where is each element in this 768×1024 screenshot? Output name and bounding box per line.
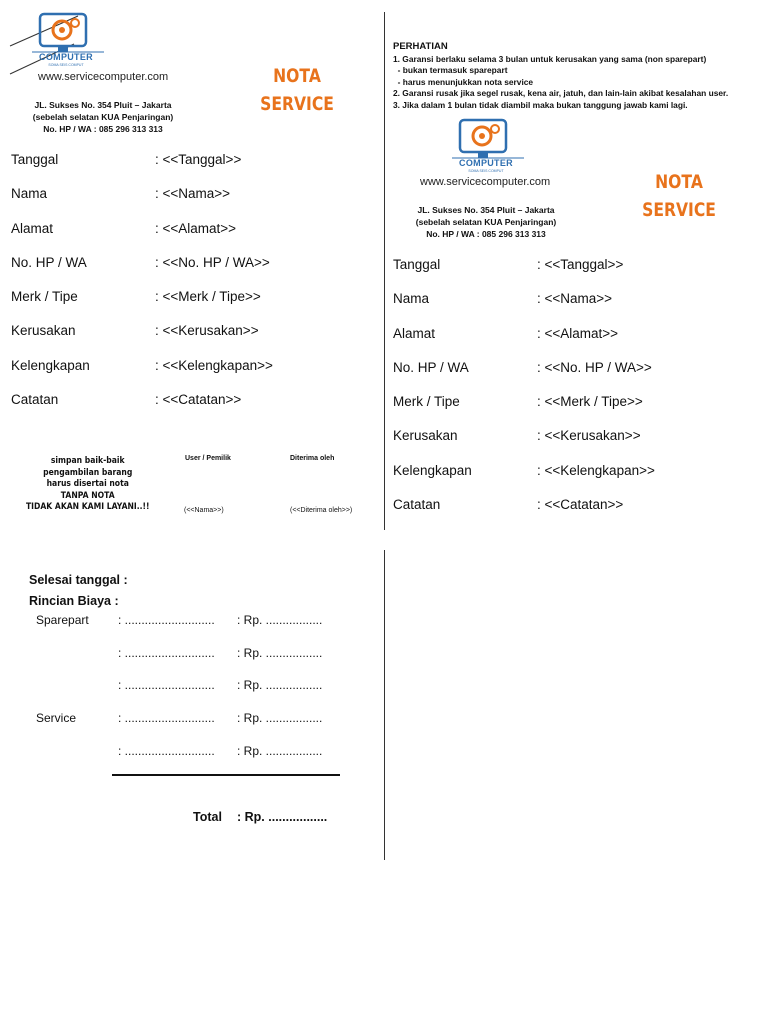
address-line: JL. Sukses No. 354 Pluit – Jakarta	[34, 100, 172, 110]
finish-date-label: Selesai tanggal :	[29, 573, 128, 587]
logo-tagline: SOMA SEIS COMPUT	[48, 63, 84, 67]
notice-title: PERHATIAN	[393, 41, 448, 52]
warning-line: pengambilan barang	[43, 467, 133, 478]
field-row-catatan	[393, 497, 763, 531]
field-label: Alamat	[393, 325, 436, 341]
title-line-1: NOTA	[273, 65, 321, 87]
cost-desc: : ...........................	[118, 646, 215, 660]
total-value: : Rp. .................	[237, 810, 328, 824]
notice-line: - harus menunjukkan nota service	[393, 76, 534, 87]
field-value: : <<Alamat>>	[155, 220, 237, 236]
address-line: (sebelah selatan KUA Penjaringan)	[415, 217, 557, 227]
total-label: Total	[193, 810, 222, 824]
field-row-nama	[11, 186, 371, 220]
warranty-notice	[393, 41, 763, 111]
warning-line: TANPA NOTA	[60, 490, 115, 501]
address-line: (sebelah selatan KUA Penjaringan)	[32, 112, 174, 122]
total-divider	[112, 774, 340, 776]
cost-desc: : ...........................	[118, 711, 215, 725]
field-label: No. HP / WA	[393, 359, 469, 375]
field-row-kerusakan	[11, 323, 371, 357]
field-row-hp	[393, 360, 763, 394]
cost-price: : Rp. .................	[237, 646, 323, 660]
address-line: JL. Sukses No. 354 Pluit – Jakarta	[417, 205, 555, 215]
field-value: : <<Catatan>>	[155, 392, 242, 408]
notice-line: 1. Garansi berlaku selama 3 bulan untuk kerusakan yang sama (non sparepart)	[393, 53, 707, 64]
company-logo	[448, 118, 528, 176]
warning-line: simpan baik-baik	[50, 456, 125, 466]
field-label: Kerusakan	[393, 428, 458, 444]
field-label: Catatan	[11, 392, 59, 408]
field-label: Kerusakan	[11, 323, 76, 339]
field-label: Merk / Tipe	[11, 289, 78, 305]
phone-line: No. HP / WA : 085 296 313 313	[43, 124, 163, 134]
field-label: Kelengkapan	[11, 357, 90, 373]
field-value: : <<No. HP / WA>>	[537, 359, 652, 375]
field-label: Alamat	[11, 220, 54, 236]
cost-detail-label: Rincian Biaya :	[29, 594, 119, 608]
field-row-nama	[393, 291, 763, 325]
owner-signature-value: (<<Nama>>)	[184, 507, 224, 514]
divider-bottom	[384, 550, 385, 860]
field-label: Catatan	[393, 497, 441, 513]
field-value: : <<Kelengkapan>>	[155, 357, 273, 373]
field-value: : <<Tanggal>>	[537, 257, 624, 272]
field-label: Nama	[393, 291, 430, 307]
field-row-hp	[11, 255, 371, 289]
nota-service-title	[638, 168, 720, 224]
field-label: Tanggal	[11, 152, 59, 167]
title-line-2: SERVICE	[260, 93, 334, 115]
notice-line: 2. Garansi rusak jika segel rusak, kena air, jatuh, dan lain-lain akibat kesalahan user.	[393, 88, 729, 98]
field-row-alamat	[11, 221, 371, 255]
warning-line: harus disertai nota	[46, 479, 129, 489]
address-block	[386, 204, 586, 240]
title-line-1: NOTA	[655, 171, 703, 193]
field-row-merk	[393, 394, 763, 428]
field-label: Kelengkapan	[393, 462, 472, 478]
cost-desc: : ...........................	[118, 613, 215, 627]
receiver-signature-value: (<<Diterima oleh>>)	[290, 507, 353, 514]
field-value: : <<Merk / Tipe>>	[155, 289, 261, 305]
cost-price: : Rp. .................	[237, 613, 323, 627]
field-row-kelengkapan	[11, 358, 371, 392]
cost-price: : Rp. .................	[237, 711, 323, 725]
cost-desc: : ...........................	[118, 744, 215, 758]
field-row-kerusakan	[393, 428, 763, 462]
title-line-2: SERVICE	[642, 199, 716, 221]
warning-note	[24, 456, 152, 514]
nota-service-title	[256, 62, 338, 118]
field-label: Merk / Tipe	[393, 394, 460, 410]
field-row-kelengkapan	[393, 463, 763, 497]
cost-price: : Rp. .................	[237, 678, 323, 692]
field-value: : <<Nama>>	[537, 291, 613, 307]
customer-fields	[393, 257, 763, 531]
cost-label: Service	[36, 711, 77, 725]
field-value: : <<Catatan>>	[537, 497, 624, 513]
field-value: : <<Alamat>>	[537, 325, 619, 341]
owner-signature-label: User / Pemilik	[185, 455, 231, 462]
cost-desc: : ...........................	[118, 678, 215, 692]
cost-price: : Rp. .................	[237, 744, 323, 758]
field-row-alamat	[393, 326, 763, 360]
field-value: : <<No. HP / WA>>	[155, 254, 270, 270]
customer-fields	[11, 152, 371, 426]
field-row-catatan	[11, 392, 371, 426]
address-block	[3, 99, 203, 135]
field-value: : <<Tanggal>>	[155, 152, 242, 167]
company-logo	[28, 12, 108, 70]
notice-line: - bukan termasuk sparepart	[393, 65, 508, 75]
cost-label: Sparepart	[36, 613, 89, 627]
divider-top	[384, 12, 385, 530]
field-row-tanggal	[393, 257, 763, 291]
field-row-merk	[11, 289, 371, 323]
field-value: : <<Nama>>	[155, 186, 231, 202]
field-value: : <<Kerusakan>>	[537, 428, 641, 444]
field-row-tanggal	[11, 152, 371, 186]
website-url: www.servicecomputer.com	[420, 176, 551, 188]
field-value: : <<Kerusakan>>	[155, 323, 259, 339]
field-label: Nama	[11, 186, 48, 202]
field-label: No. HP / WA	[11, 254, 87, 270]
phone-line: No. HP / WA : 085 296 313 313	[426, 229, 546, 239]
logo-text: COMPUTER	[39, 52, 93, 62]
warning-line: TIDAK AKAN KAMI LAYANI..!!	[25, 502, 150, 512]
field-value: : <<Kelengkapan>>	[537, 462, 655, 478]
notice-line: 3. Jika dalam 1 bulan tidak diambil maka bukan tanggung jawab kami lagi.	[393, 99, 688, 110]
receiver-signature-label: Diterima oleh	[290, 455, 335, 462]
logo-tagline: SOMA SEIS COMPUT	[468, 169, 504, 173]
logo-text: COMPUTER	[459, 158, 513, 168]
field-label: Tanggal	[393, 257, 441, 272]
field-value: : <<Merk / Tipe>>	[537, 394, 643, 410]
website-url: www.servicecomputer.com	[38, 71, 169, 83]
